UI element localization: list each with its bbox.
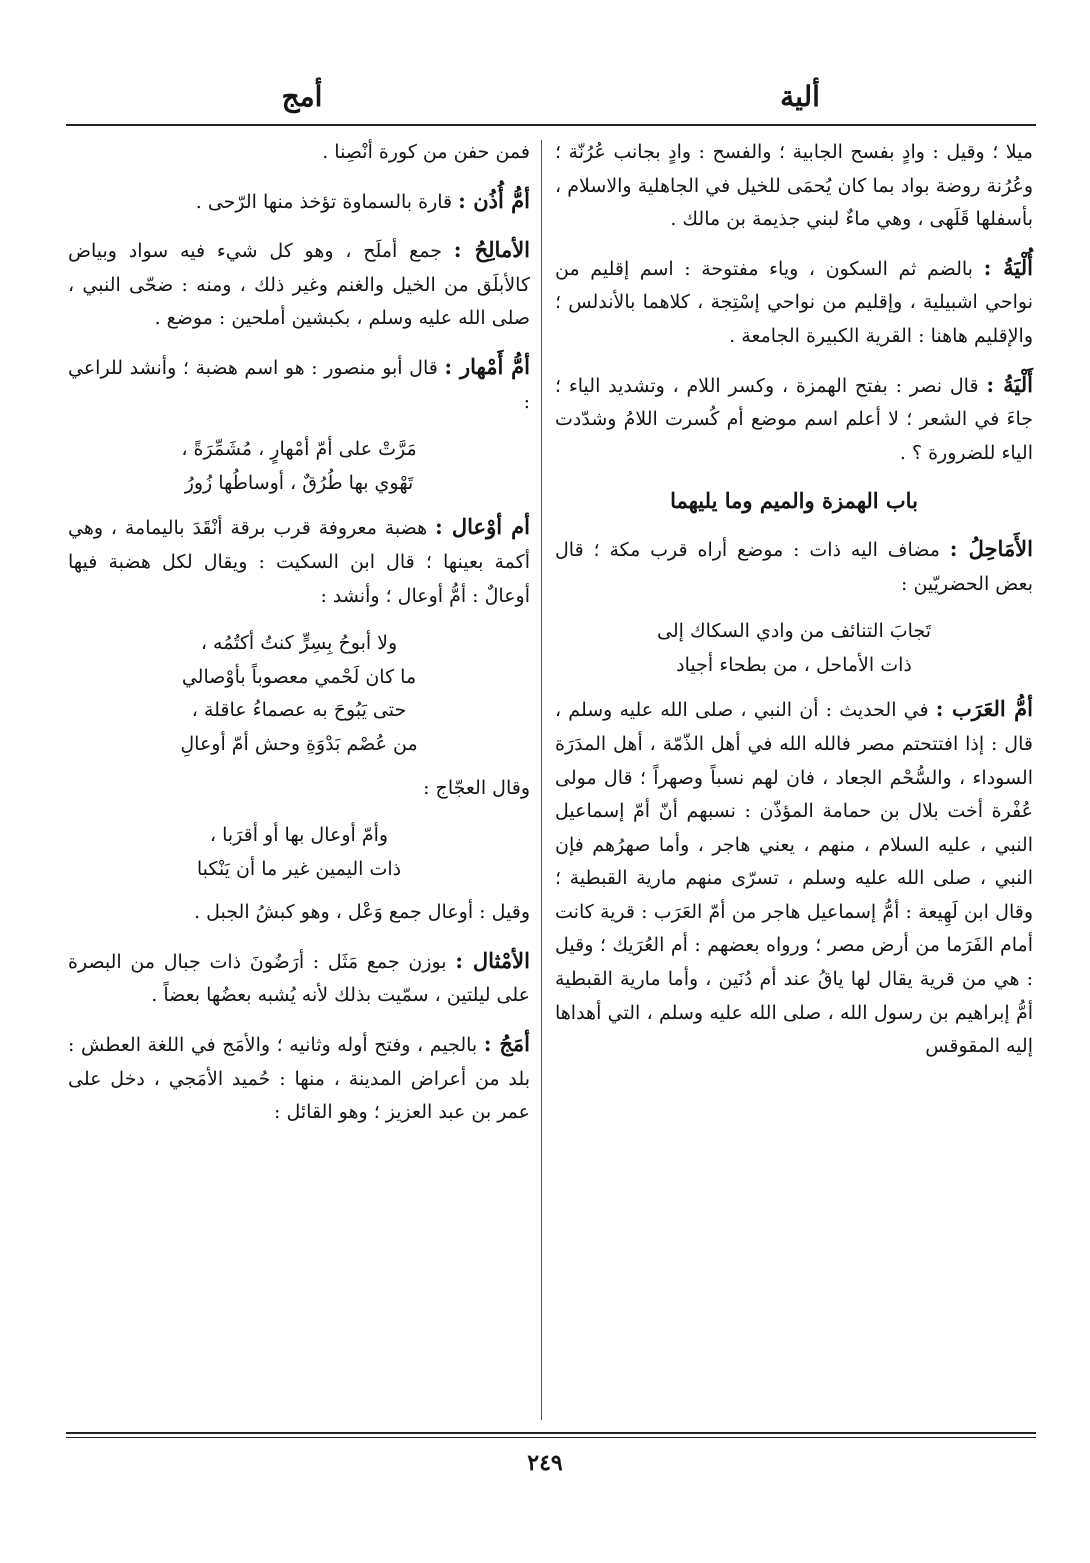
entry-text: جمع أملَح ، وهو كل شيء فيه سواد وبياض كالأبلَق من الخيل والغنم وغير ذلك ، ومنه : ضحّى النبي ، صلى الله عليه وسلم ، بكبشين أملحين : موضع .	[68, 240, 530, 330]
verse-line: ولا أبوحُ بِسِرٍّ كنتُ أكتُمُه ،	[200, 632, 398, 655]
verse-line: تَهْوي بها طُرُقٌ ، أوساطُها زُورُ	[184, 471, 414, 494]
entry-text: هضبة معروفة قرب برقة أنْقَدَ باليمامة ، وهي أكمة بعينها ؛ قال ابن السكيت : ويقال لكل هضبة فيها أوعالٌ : أمُّ أوعال ؛ وأنشد :	[68, 517, 530, 607]
paragraph: وقيل : أوعال جمع وَعْل ، وهو كبشُ الجبل .	[194, 901, 530, 924]
verse-line: ذات اليمين غير ما أن يَنْكبا	[196, 857, 402, 880]
paragraph: فمن حفن من كورة أنْصِنا .	[322, 141, 530, 163]
footer-rule-thin	[66, 1437, 1036, 1438]
header-title-right: ألية	[780, 80, 820, 113]
section-title: باب الهمزة والميم وما يليهما	[670, 488, 918, 514]
verse-line: ذات الأماحل ، من بطحاء أجياد	[676, 653, 912, 676]
entry-text: قال أبو منصور : هو اسم هضبة ؛ وأنشد للراعي :	[68, 356, 530, 413]
verse-line: ما كان لَحْمي معصوباً بأوْصالي	[181, 665, 417, 688]
verse	[68, 627, 530, 761]
column-divider	[541, 140, 542, 1420]
entry-amahil	[555, 532, 1033, 601]
entry-text: بوزن جمع مَثَل : أرَضُونَ ذات جبال من البصرة على ليلتين ، سمّيت بذلك لأنه يُشبه بعضُها بعضاً .	[68, 950, 530, 1007]
verse	[555, 615, 1033, 682]
entry-headword: الأمْثال :	[455, 947, 530, 973]
paragraph: وقال العجّاج :	[423, 776, 530, 799]
entry-alliya	[555, 368, 1033, 471]
entry-headword: أم أوْعال :	[435, 514, 531, 540]
entry-umm-udhun	[68, 184, 530, 220]
header-title-left: أمج	[281, 80, 323, 113]
entry-text: مضاف اليه ذات : موضع أراه قرب مكة ؛ قال بعض الحضريّين :	[555, 538, 1033, 595]
verse	[68, 819, 530, 886]
entry-headword: أمُّ أُذُن :	[458, 187, 530, 213]
entry-amaj	[68, 1027, 530, 1130]
entry-umm-awal	[68, 510, 530, 613]
entry-text: بالجيم ، وفتح أوله وثانيه ؛ والأمَج في اللغة العطش : بلد من أعراض المدينة ، منها : حُميد الأمَجي ، دخل على عمر بن عبد العزيز ؛ وهو القائل :	[68, 1034, 530, 1124]
entry-headword: أمُّ العَرَب :	[935, 696, 1034, 722]
verse-line: من عُصْم بَدْوَةِ وحش أمّ أوعالِ	[180, 732, 418, 755]
entry-alya	[555, 251, 1033, 354]
verse-line: مَرَّتْ على أمّ أمْهارٍ ، مُشَمِّرَةً ،	[181, 438, 417, 461]
entry-headword: الأمالِحُ :	[453, 237, 531, 263]
entry-headword: أُلْيَةُ :	[983, 254, 1033, 280]
entry-text: قال نصر : بفتح الهمزة ، وكسر اللام ، وتشديد الياء ؛ جاءَ في الشعر ؛ لا أعلم اسم موضع أم كُسرت اللامُ وشدّدت الياء للضرورة ؟ .	[555, 374, 1033, 464]
right-column	[555, 136, 1033, 1078]
left-column	[68, 136, 530, 1144]
verse-line: تَجابَ التنائف من وادي السكاك إلى	[657, 620, 931, 643]
entry-text: قارة بالسماوة تؤخذ منها الرّحى .	[195, 190, 453, 213]
entry-umm-al-arab	[555, 692, 1033, 1064]
entry-amalih	[68, 233, 530, 336]
entry-amthal	[68, 944, 530, 1013]
entry-headword: أمُّ أَمْهار :	[444, 353, 530, 379]
verse-line: وأمّ أوعال بها أو أقرَبا ،	[209, 824, 389, 847]
entry-headword: الأَمَاحِلُ :	[949, 535, 1033, 561]
entry-text: بالضم ثم السكون ، وياء مفتوحة : اسم إقليم من نواحي اشبيلية ، وإقليم من نواحي إسْتِجة ، كلاهما بالأندلس ؛ والإقليم هاهنا : القرية الكبيرة الجامعة .	[555, 257, 1033, 347]
entry-text: في الحديث : أن النبي ، صلى الله عليه وسلم ، قال : إذا افتتحتم مصر فالله الله في أهل الذّمّة ، أهل المدَرَة السوداء ، والسُّحْم الجعاد ، فان لهم نسباً وصهراً ؛ قال مولى عُفْرة أخت بلال بن حمامة المؤذّن : نسبهم أنّ أمّ إسماعيل النبي ، عليه السلام ، منهم ، يعني هاجر ، وأما صهرُهم فإن النبي ، صلى الله عليه وسلم ، تسرّى منهم مارية القبطية ؛ وقال ابن لَهِيعة : أمُّ إسماعيل هاجر من أمّ العَرَب : قرية كانت أمام الفَرَما من أرض مصر ؛ ورواه بعضهم : أم العُرَيك ؛ وقيل : هي من قرية يقال لها ياقُ عند أم دُنَين ، وأما مارية القبطية أمُّ إبراهيم بن رسول الله ، صلى الله عليه وسلم ، التي أهداها إليه المقوقس	[555, 699, 1033, 1058]
page-number: ٢٤٩	[527, 1450, 563, 1476]
footer-rule	[66, 1432, 1036, 1434]
entry-umm-amhar	[68, 350, 530, 419]
entry-headword: أمَجُ :	[483, 1031, 531, 1057]
header-rule	[66, 124, 1036, 126]
entry-headword: أَلْيَةُ :	[986, 371, 1033, 397]
verse	[68, 433, 530, 500]
paragraph: ميلا ؛ وقيل : وادٍ بفسح الجابية ؛ والفسح : وادٍ بجانب عُرُنّة ؛ وعُرُنة روضة بواد بما كان يُحمَى للخيل في الجاهلية والاسلام ، بأسفلها قَلَهى ، وهي ماءٌ لبني جذيمة بن مالك .	[555, 141, 1034, 231]
verse-line: حتى يَبُوحَ به عصماءُ عاقلة ،	[191, 699, 407, 722]
